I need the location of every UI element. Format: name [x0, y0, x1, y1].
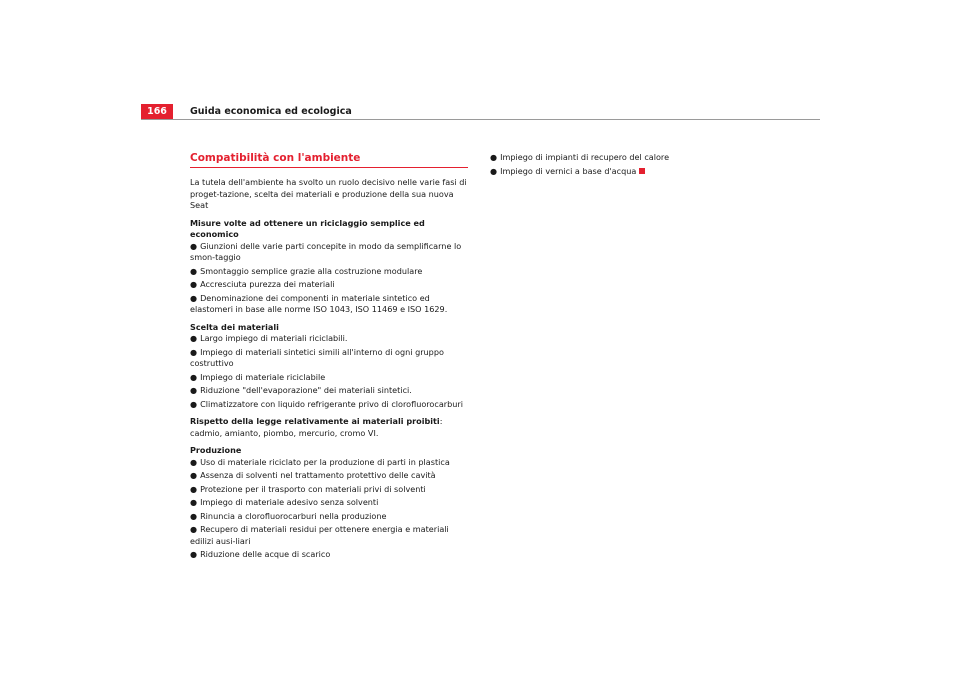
misure-list — [190, 241, 468, 316]
bullet-icon: ● — [190, 470, 198, 480]
bullet-icon: ● — [490, 165, 498, 176]
rispetto-label: Rispetto della legge relativamente ai materiali proibiti — [190, 416, 440, 426]
bullet-icon: ● — [190, 524, 198, 534]
list-item: ● Recupero di materiali residui per ottenere energia e materiali edilizi ausi-liari — [190, 524, 449, 546]
list-item: ● Impiego di vernici a base d'acqua — [490, 166, 770, 178]
misure-heading: Misure volte ad ottenere un riciclaggio semplice ed economico — [190, 217, 425, 239]
scelta-list — [190, 333, 468, 410]
bullet-icon: ● — [190, 371, 198, 382]
bullet-icon: ● — [190, 333, 198, 343]
header-rule — [141, 119, 820, 120]
rispetto-text: : cadmio, amianto, piombo, mercurio, cromo VI. — [190, 416, 443, 438]
running-header: Guida economica ed ecologica — [190, 106, 352, 117]
bullet-icon: ● — [190, 510, 198, 521]
bullet-icon: ● — [490, 152, 498, 162]
list-item: ● Protezione per il trasporto con materiali privi di solventi — [190, 483, 426, 494]
list-item: ● Climatizzatore con liquido refrigerante privo di clorofluorocarburi — [190, 398, 463, 409]
list-item: ● Impiego di materiale riciclabile — [190, 371, 326, 382]
bullet-icon: ● — [190, 265, 198, 276]
bullet-icon: ● — [190, 346, 198, 357]
right-column — [490, 152, 770, 179]
bullet-icon: ● — [190, 549, 198, 559]
list-item: ● Riduzione delle acque di scarico — [190, 549, 331, 559]
list-item: ● Denominazione dei componenti in materiale sintetico ed elastomeri in base alle norme ISO 1043, ISO 11469 e ISO 1629. — [190, 292, 448, 314]
scelta-heading: Scelta dei materiali — [190, 321, 279, 332]
bullet-icon: ● — [190, 497, 198, 507]
list-item: ● Riduzione "dell'evaporazione" dei materiali sintetici. — [190, 385, 412, 395]
intro-paragraph: La tutela dell'ambiente ha svolto un ruolo decisivo nelle varie fasi di proget-tazione, scelta dei materiali e produzione della sua nuova Seat — [190, 177, 467, 210]
list-item: ● Smontaggio semplice grazie alla costruzione modulare — [190, 265, 423, 276]
list-item: ● Giunzioni delle varie parti concepite in modo da semplificarne lo smon-taggio — [190, 240, 462, 262]
list-item: ● Rinuncia a clorofluorocarburi nella produzione — [190, 510, 387, 521]
list-item: ● Largo impiego di materiali riciclabili. — [190, 333, 348, 343]
bullet-icon: ● — [190, 292, 198, 303]
list-item: ● Impiego di materiale adesivo senza solventi — [190, 497, 379, 507]
list-item: ● Assenza di solventi nel trattamento protettivo delle cavità — [190, 470, 436, 480]
produzione-heading: Produzione — [190, 445, 242, 455]
list-item: ● Accresciuta purezza dei materiali — [190, 279, 335, 289]
bullet-icon: ● — [190, 240, 198, 251]
bullet-icon: ● — [190, 483, 198, 494]
list-item: ● Impiego di materiali sintetici simili all'interno di ogni gruppo costruttivo — [190, 346, 444, 368]
list-item: ● Impiego di impianti di recupero del calore — [490, 152, 670, 162]
produzione-list — [190, 457, 468, 561]
bullet-icon: ● — [190, 398, 198, 409]
page-number: 166 — [141, 104, 173, 120]
bullet-icon: ● — [190, 456, 198, 467]
bullet-icon: ● — [190, 385, 198, 395]
section-title: Compatibilità con l'ambiente — [190, 152, 468, 168]
produzione-list-continued — [490, 152, 770, 177]
rispetto-paragraph — [190, 416, 468, 439]
left-column — [190, 152, 468, 563]
list-item: ● Uso di materiale riciclato per la produzione di parti in plastica — [190, 456, 450, 467]
bullet-icon: ● — [190, 279, 198, 289]
section-end-icon — [639, 168, 645, 174]
